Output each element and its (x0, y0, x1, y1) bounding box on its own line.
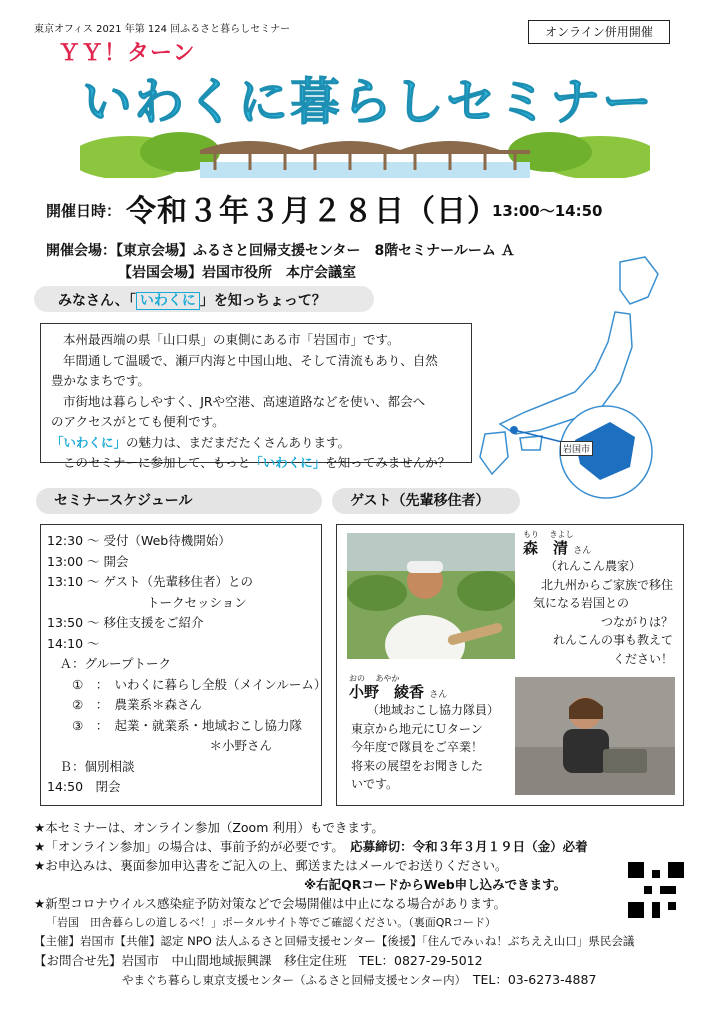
intro-line: 年間通して温暖で、瀬戸内海と中国山地、そして清流もあり、自然 (63, 352, 438, 368)
guest1-line: ください！ (612, 651, 673, 666)
intro-line: のアクセスがとても便利です。 (51, 414, 225, 429)
guest1-photo (347, 533, 515, 659)
schedule-item: Ａ：グループトーク (47, 656, 172, 671)
intro-question (58, 290, 326, 310)
intro-hl: 「いわくに」 (250, 455, 326, 470)
contact-text: やまぐち暮らし東京支援センター（ふるさと回帰支援センター内） (122, 973, 461, 987)
guest1-line: れんこんの事も教えて (552, 633, 673, 647)
intro-line (51, 453, 461, 474)
schedule-item: 13:50 ～ 移住支援をご紹介 (47, 615, 204, 630)
qr-code[interactable] (628, 862, 684, 918)
schedule-item: Ｂ：個別相談 (47, 758, 135, 774)
schedule-item: ＊小野さん (47, 738, 273, 753)
subtitle: ＹＹ！ターン (58, 41, 196, 66)
map-label: 岩国市 (560, 441, 593, 456)
intro-hl: 「いわくに」 (51, 434, 127, 450)
guest1-ruby: もり きよし (523, 530, 574, 539)
bridge-illustration (80, 128, 650, 178)
event-time: 13:00～14:50 (492, 202, 603, 220)
intro-box (40, 323, 472, 470)
japan-map (470, 252, 690, 502)
guest2-line: 東京から地元にＵターン (351, 721, 483, 736)
schedule-box (40, 524, 327, 806)
guest2-role: （地域おこし協力隊員） (367, 703, 500, 717)
guest1-role: （れんこん農家） (545, 559, 642, 573)
note-line (34, 970, 694, 990)
contact-text: 【お問合せ先】岩国市 中山間地域振興課 移住定住班 (34, 953, 347, 968)
venue-line-1: 開催会場：【東京会場】ふるさと回帰支援センター 8階セミナールーム Ａ (46, 243, 515, 259)
intro-line: 豊かなまちです。 (51, 373, 150, 388)
guest2-ruby: おの あやか (349, 674, 400, 683)
schedule-item: トークセッション (47, 594, 247, 610)
guest2-name: 小野 綾香 さん (349, 683, 448, 701)
schedule-item: ③ ： 起業・就業系・地域おこし協力隊 (47, 717, 302, 733)
guest1-line: 気になる岩国との (533, 596, 630, 610)
note-line: ★新型コロナウイルス感染症予防対策などで会場開催は中止になる場合があります。 (34, 896, 506, 911)
intro-line: 本州最西端の県「山口県」の東側にある市「岩国市」です。 (63, 332, 400, 347)
event-date: 令和３年３月２８日（日） (126, 194, 498, 229)
intro-line: 市街地は暮らしやすく、JRや空港、高速道路などを使い、都会へ (63, 393, 426, 409)
guest1-text (533, 557, 673, 668)
note-line: 「岩国 田舎暮らしの道しるべ！」ポータルサイト等でご確認ください。（裏面QRコード） (46, 916, 497, 929)
online-badge: オンライン併用開催 (528, 20, 670, 44)
guest2-text (351, 701, 499, 794)
schedule-header: セミナースケジュール (36, 488, 322, 514)
guest1-name: 森 清 さん (523, 539, 592, 557)
intro-q-highlight: いわくに (136, 292, 200, 310)
contact-tel: TEL：0827-29-5012 (359, 953, 483, 968)
note-line: ★本セミナーは、オンライン参加（Zoom 利用）もできます。 (34, 820, 384, 835)
schedule-item: 12:30 ～ 受付（Web待機開始） (47, 533, 231, 548)
date-label: 開催日時： (46, 202, 122, 220)
note-line: ★お申込みは、裏面参加申込書をご記入の上、郵送またはメールでお送りください。 (34, 858, 508, 873)
venue-line-2: 【岩国会場】岩国市役所 本庁会議室 (118, 265, 356, 281)
intro-text: を知ってみませんか？ (325, 455, 451, 470)
guest1-line: つながりは？ (600, 614, 673, 629)
intro-q-before: みなさん、「 (58, 293, 136, 309)
schedule-item: 14:50 閉会 (47, 779, 121, 794)
guest1-line: 北九州からご家族で移住 (540, 577, 673, 592)
deadline: 応募締切：令和３年３月１９日（金）必着 (350, 839, 588, 854)
guest2-line: 今年度で隊員をご卒業！ (351, 740, 484, 754)
schedule-item: 13:10 ～ ゲスト（先輩移住者）との (47, 574, 253, 589)
intro-text: このセミナーに参加して、もっと (63, 455, 251, 470)
intro-line (51, 433, 461, 454)
note-line: ※右記QRコードからWeb申し込みできます。 (304, 877, 567, 892)
note-text: ★「オンライン参加」の場合は、事前予約が必要です。 (34, 839, 338, 854)
intro-q-after: 」を知っちょって？ (199, 293, 326, 309)
note-line (34, 951, 694, 970)
schedule-item: ① ： いわくに暮らし全般（メインルーム） (47, 676, 327, 692)
series-caption: 東京オフィス 2021 年第 124 回ふるさと暮らしセミナー (34, 24, 291, 35)
schedule-item: 14:10 ～ (47, 635, 100, 651)
guest-box (336, 524, 684, 806)
schedule-item: ② ： 農業系＊森さん (47, 697, 202, 712)
intro-text: の魅力は、まだまだたくさんあります。 (126, 434, 351, 450)
guest-header: ゲスト（先輩移住者） (332, 488, 520, 514)
guest2-photo (515, 677, 675, 795)
page-title: いわくに暮らしセミナー (82, 73, 654, 131)
notes-section (34, 818, 694, 990)
note-line: 【主催】岩国市【共催】認定 NPO 法人ふるさと回帰支援センター【後援】「住んでみぃね！ぶちええ山口」県民会議 (34, 934, 635, 948)
schedule-item: 13:00 ～ 開会 (47, 553, 129, 569)
guest2-line: いです。 (351, 777, 399, 791)
note-line (34, 837, 694, 856)
contact-tel: TEL：03-6273-4887 (472, 972, 597, 987)
guest2-line: 将来の展望をお聞きした (351, 758, 484, 773)
